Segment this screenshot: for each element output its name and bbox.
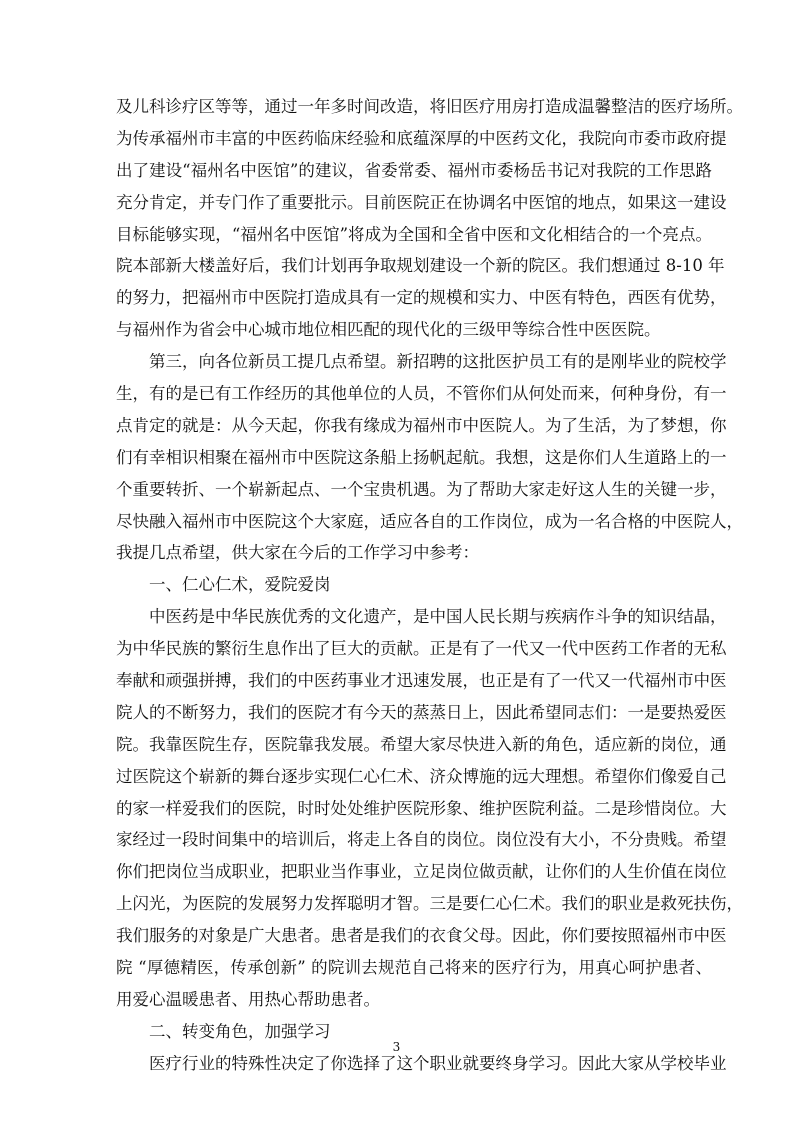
body-text-line: 院本部新大楼盖好后，我们计划再争取规划建设一个新的院区。我们想通过 8-10 年 (116, 256, 725, 276)
paragraph-first-line: 第三，向各位新员工提几点希望。新招聘的这批医护员工有的是刚毕业的院校学 (149, 352, 727, 372)
body-text-line: 为传承福州市丰富的中医药临床经验和底蕴深厚的中医药文化，我院向市委市政府提 (116, 128, 727, 148)
body-text-line: 院 “厚德精医，传承创新” 的院训去规范自己将来的医疗行为，用真心呵护患者、 (116, 958, 712, 978)
body-text-line: 院人的不断努力，我们的医院才有今天的蒸蒸日上，因此希望同志们：一是要热爱医 (116, 702, 727, 722)
body-text-line: 的努力，把福州市中医院打造成具有一定的规模和实力、中医有特色，西医有优势， (116, 288, 727, 308)
body-text-line: 目标能够实现，“福州名中医馆”将成为全国和全省中医和文化相结合的一个亮点。 (116, 224, 712, 244)
body-text-line: 我提几点希望，供大家在今后的工作学习中参考： (116, 543, 479, 563)
body-text-line: 生，有的是已有工作经历的其他单位的人员，不管你们从何处而来，何种身份，有一 (116, 384, 727, 404)
body-text-line: 过医院这个崭新的舞台逐步实现仁心仁术、济众博施的远大理想。希望你们像爱自己 (116, 766, 727, 786)
body-text-line: 们有幸相识相聚在福州市中医院这条船上扬帆起航。我想，这是你们人生道路上的一 (116, 447, 727, 467)
body-text-line: 个重要转折、一个崭新起点、一个宝贵机遇。为了帮助大家走好这人生的关键一步， (116, 479, 727, 499)
paragraph-first-line: 中医药是中华民族优秀的文化遗产，是中国人民长期与疾病作斗争的知识结晶， (149, 607, 727, 627)
body-text-line: 与福州作为省会中心城市地位相匹配的现代化的三级甲等综合性中医医院。 (116, 320, 661, 340)
section-heading: 二、转变角色，加强学习 (149, 1021, 331, 1041)
body-text-line: 为中华民族的繁衍生息作出了巨大的贡献。正是有了一代又一代中医药工作者的无私 (116, 639, 727, 659)
body-text-line: 的家一样爱我们的医院，时时处处维护医院形象、维护医院利益。二是珍惜岗位。大 (116, 798, 727, 818)
paragraph-first-line: 医疗行业的特殊性决定了你选择了这个职业就要终身学习。因此大家从学校毕业 (149, 1053, 727, 1073)
body-text-line: 家经过一段时间集中的培训后，将走上各自的岗位。岗位没有大小，不分贵贱。希望 (116, 830, 727, 850)
body-text-line: 你们把岗位当成职业，把职业当作事业，立足岗位做贡献，让你们的人生价值在岗位 (116, 862, 727, 882)
body-text-line: 奉献和顽强拼搏，我们的中医药事业才迅速发展，也正是有了一代又一代福州市中医 (116, 671, 727, 691)
document-page (116, 91, 743, 1080)
body-text-line: 尽快融入福州市中医院这个大家庭，适应各自的工作岗位，成为一名合格的中医院人， (116, 511, 743, 531)
section-heading: 一、仁心仁术，爱院爱岗 (149, 575, 331, 595)
body-text-line: 用爱心温暖患者、用热心帮助患者。 (116, 989, 380, 1009)
body-text-line: 院。我靠医院生存，医院靠我发展。希望大家尽快进入新的角色，适应新的岗位，通 (116, 734, 727, 754)
page-number: 3 (392, 1040, 401, 1054)
body-text-line: 充分肯定，并专门作了重要批示。目前医院正在协调名中医馆的地点，如果这一建设 (116, 192, 727, 212)
body-text-line: 上闪光，为医院的发展努力发挥聪明才智。三是要仁心仁术。我们的职业是救死扶伤， (116, 894, 743, 914)
body-text-line: 出了建设“福州名中医馆”的建议，省委常委、福州市委杨岳书记对我院的工作思路 (116, 160, 712, 180)
body-text-line: 及儿科诊疗区等等，通过一年多时间改造，将旧医疗用房打造成温馨整洁的医疗场所。 (116, 97, 743, 116)
body-text-line: 我们服务的对象是广大患者。患者是我们的衣食父母。因此，你们要按照福州市中医 (116, 926, 727, 946)
body-text-line: 点肯定的就是：从今天起，你我有缘成为福州市中医院人。为了生活，为了梦想，你 (116, 415, 727, 435)
